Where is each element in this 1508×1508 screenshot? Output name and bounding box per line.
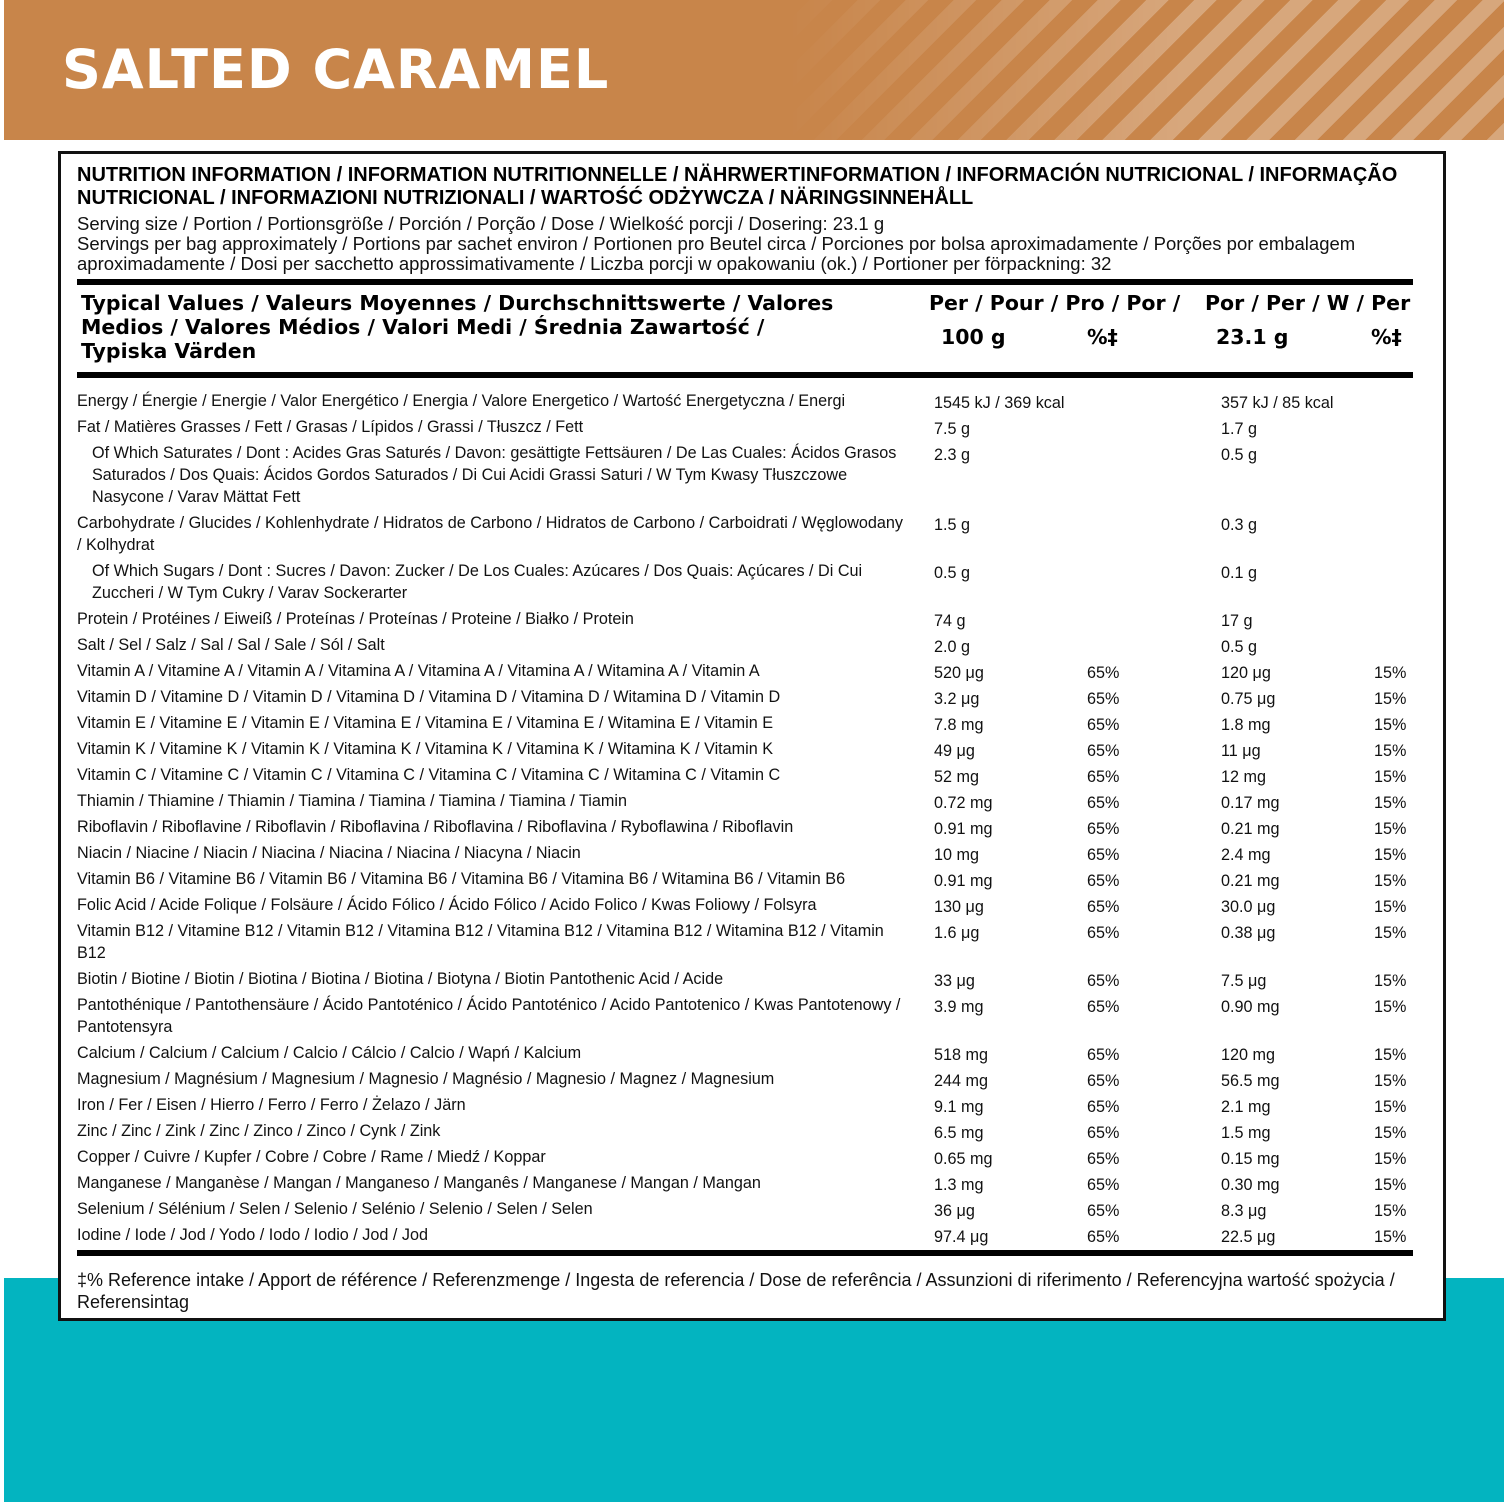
nutrient-name: Vitamin B12 / Vitamine B12 / Vitamin B12 / Vitamina B12 / Vitamina B12 / Vitamina B12 / Witamina B12 / Vitamin B12 (77, 922, 884, 962)
nutrient-name: Salt / Sel / Salz / Sal / Sal / Sale / Sól / Salt (77, 636, 385, 654)
ri-per-100g: 65% (1087, 846, 1120, 864)
value-per-100g: 97.4 μg (934, 1228, 989, 1246)
value-per-serving: 2.4 mg (1221, 846, 1271, 864)
value-per-100g: 7.8 mg (934, 716, 984, 734)
ri-per-serving: 15% (1374, 690, 1407, 708)
nutrient-row (77, 842, 1417, 864)
value-per-100g: 10 mg (934, 846, 979, 864)
value-per-serving: 17 g (1221, 612, 1253, 630)
ri-per-serving: 15% (1374, 1228, 1407, 1246)
ri-per-serving: 15% (1374, 794, 1407, 812)
value-per-100g: 0.72 mg (934, 794, 993, 812)
value-per-100g: 0.5 g (934, 564, 971, 582)
nutrient-row (77, 1120, 1417, 1142)
nutrient-name: Of Which Saturates / Dont : Acides Gras Saturés / Davon: gesättigte Fettsäuren / De Las Cuales: Ácidos Grasos Saturados / Dos Quais: Ácidos Gordos Saturados / Di Cui Acidi Grassi Saturi / W Tym Kwasy Tłuszczowe Nasycone / Varav Mättat Fett (92, 444, 897, 506)
ri-per-100g: 65% (1087, 872, 1120, 890)
nutrient-name: Vitamin D / Vitamine D / Vitamin D / Vitamina D / Vitamina D / Vitamina D / Witamina D / Vitamin D (77, 688, 781, 706)
nutrient-name: Copper / Cuivre / Kupfer / Cobre / Cobre / Rame / Miedź / Koppar (77, 1148, 546, 1166)
nutrient-row (77, 608, 1417, 630)
ri-per-serving: 15% (1374, 664, 1407, 682)
nutrient-row (77, 1094, 1417, 1116)
nutrient-row (77, 416, 1417, 438)
ri-per-100g: 65% (1087, 794, 1120, 812)
nutrient-name: Vitamin C / Vitamine C / Vitamin C / Vitamina C / Vitamina C / Vitamina C / Witamina C / Vitamin C (77, 766, 781, 784)
ri-per-100g: 65% (1087, 690, 1120, 708)
col-ri-serving: %‡ (1371, 325, 1402, 349)
ri-per-100g: 65% (1087, 768, 1120, 786)
ri-per-serving: 15% (1374, 768, 1407, 786)
ri-per-serving: 15% (1374, 872, 1407, 890)
nutrient-row (77, 994, 1417, 1038)
nutrient-name: Energy / Énergie / Energie / Valor Energético / Energia / Valore Energetico / Wartość Energetyczna / Energi (77, 392, 846, 410)
nutrient-row (77, 634, 1417, 656)
nutrient-row (77, 686, 1417, 708)
nutrient-name: Iodine / Iode / Jod / Yodo / Iodo / Iodio / Jod / Jod (77, 1226, 428, 1244)
divider-header (77, 372, 1413, 378)
nutrient-row (77, 390, 1417, 412)
value-per-serving: 2.1 mg (1221, 1098, 1271, 1116)
ri-per-100g: 65% (1087, 1202, 1120, 1220)
value-per-serving: 0.5 g (1221, 446, 1258, 464)
per-serving-heading: Por / Per / W / Per (1205, 291, 1411, 315)
nutrition-heading: NUTRITION INFORMATION / INFORMATION NUTRITIONNELLE / NÄHRWERTINFORMATION / INFORMACIÓN NUTRICIONAL / INFORMAÇÃO NUTRICIONAL / INFORMAZIONI NUTRIZIONALI / WARTOŚĆ ODŻYWCZA / NÄRINGSINNEHÅLL (77, 164, 1398, 209)
nutrient-name: Folic Acid / Acide Folique / Folsäure / Ácido Fólico / Ácido Fólico / Acido Folico / Kwas Foliowy / Folsyra (77, 896, 817, 914)
nutrient-name: Biotin / Biotine / Biotin / Biotina / Biotina / Biotina / Biotyna / Biotin Pantothenic Acid / Acide (77, 970, 724, 988)
nutrient-row (77, 560, 1417, 604)
value-per-serving: 0.21 mg (1221, 872, 1280, 890)
value-per-serving: 7.5 μg (1221, 972, 1267, 990)
nutrient-name: Vitamin E / Vitamine E / Vitamin E / Vitamina E / Vitamina E / Vitamina E / Witamina E / Vitamin E (77, 714, 774, 732)
ri-per-serving: 15% (1374, 898, 1407, 916)
ri-per-serving: 15% (1374, 924, 1407, 942)
ri-per-serving: 15% (1374, 742, 1407, 760)
value-per-serving: 1.8 mg (1221, 716, 1271, 734)
ri-per-100g: 65% (1087, 1124, 1120, 1142)
flavor-title: SALTED CARAMEL (62, 38, 610, 101)
nutrient-row (77, 1068, 1417, 1090)
value-per-100g: 1.3 mg (934, 1176, 984, 1194)
value-per-serving: 0.15 mg (1221, 1150, 1280, 1168)
nutrient-row (77, 894, 1417, 916)
nutrient-name: Of Which Sugars / Dont : Sucres / Davon: Zucker / De Los Cuales: Azúcares / Dos Quais: Açúcares / Di Cui Zuccheri / W Tym Cukry / Varav Sockerarter (92, 562, 863, 602)
nutrient-row (77, 512, 1417, 556)
value-per-100g: 49 μg (934, 742, 975, 760)
ri-per-100g: 65% (1087, 1228, 1120, 1246)
value-per-100g: 0.91 mg (934, 820, 993, 838)
value-per-serving: 357 kJ / 85 kcal (1221, 394, 1334, 412)
ri-per-serving: 15% (1374, 1098, 1407, 1116)
nutrient-name: Selenium / Sélénium / Selen / Selenio / Selénio / Selenio / Selen / Selen (77, 1200, 593, 1218)
nutrient-name: Calcium / Calcium / Calcium / Calcio / Cálcio / Calcio / Wapń / Kalcium (77, 1044, 582, 1062)
divider-top (77, 279, 1413, 285)
value-per-100g: 2.0 g (934, 638, 971, 656)
value-per-serving: 1.5 mg (1221, 1124, 1271, 1142)
value-per-serving: 1.7 g (1221, 420, 1258, 438)
nutrient-name: Iron / Fer / Eisen / Hierro / Ferro / Ferro / Żelazo / Järn (77, 1096, 466, 1114)
nutrient-row (77, 816, 1417, 838)
ri-per-100g: 65% (1087, 1098, 1120, 1116)
ri-per-serving: 15% (1374, 716, 1407, 734)
nutrient-row (77, 764, 1417, 786)
ri-per-100g: 65% (1087, 820, 1120, 838)
serving-info (77, 214, 1417, 274)
value-per-100g: 520 μg (934, 664, 984, 682)
nutrient-row (77, 1198, 1417, 1220)
value-per-100g: 244 mg (934, 1072, 988, 1090)
nutrient-row (77, 920, 1417, 964)
col-serving-weight: 23.1 g (1216, 325, 1289, 349)
nutrient-name: Fat / Matières Grasses / Fett / Grasas / Lípidos / Grassi / Tłuszcz / Fett (77, 418, 584, 436)
nutrient-row (77, 442, 1417, 508)
value-per-100g: 74 g (934, 612, 966, 630)
nutrient-name: Vitamin K / Vitamine K / Vitamin K / Vitamina K / Vitamina K / Vitamina K / Witamina K / Vitamin K (77, 740, 774, 758)
value-per-100g: 1.5 g (934, 516, 971, 534)
nutrient-name: Vitamin B6 / Vitamine B6 / Vitamin B6 / Vitamina B6 / Vitamina B6 / Vitamina B6 / Witamina B6 / Vitamin B6 (77, 870, 846, 888)
value-per-serving: 0.30 mg (1221, 1176, 1280, 1194)
nutrient-row (77, 968, 1417, 990)
typical-values-heading: Typical Values / Valeurs Moyennes / Durchschnittswerte / Valores Medios / Valores Médios / Valori Medi / Średnia Zawartość / Typiska Värden (81, 291, 834, 363)
per-100g-heading: Per / Pour / Pro / Por / (929, 291, 1181, 315)
ri-per-serving: 15% (1374, 998, 1407, 1016)
ri-per-100g: 65% (1087, 1150, 1120, 1168)
serving-size: Serving size / Portion / Portionsgröße / Porción / Porção / Dose / Wielkość porcji / Dosering: 23.1 g (77, 213, 885, 234)
ri-per-serving: 15% (1374, 1202, 1407, 1220)
value-per-100g: 0.91 mg (934, 872, 993, 890)
value-per-100g: 2.3 g (934, 446, 971, 464)
value-per-serving: 120 μg (1221, 664, 1271, 682)
col-100g: 100 g (941, 325, 1006, 349)
value-per-100g: 1545 kJ / 369 kcal (934, 394, 1065, 412)
nutrient-row (77, 790, 1417, 812)
nutrient-name: Manganese / Manganèse / Mangan / Manganeso / Manganês / Manganese / Mangan / Mangan (77, 1174, 761, 1192)
ri-per-100g: 65% (1087, 972, 1120, 990)
value-per-100g: 52 mg (934, 768, 979, 786)
nutrient-row (77, 660, 1417, 682)
nutrient-row (77, 712, 1417, 734)
servings-per-bag: Servings per bag approximately / Portions par sachet environ / Portionen pro Beutel circa / Porciones por bolsa aproximadamente / Porções por embalagem aproximadamente / Dosi per sacchetto approssimativamente / Liczba porcji w opakowaniu (ok.) / Portioner per förpackning: 32 (77, 233, 1356, 274)
value-per-serving: 22.5 μg (1221, 1228, 1276, 1246)
value-per-serving: 0.90 mg (1221, 998, 1280, 1016)
value-per-serving: 0.17 mg (1221, 794, 1280, 812)
ri-per-serving: 15% (1374, 972, 1407, 990)
ri-per-100g: 65% (1087, 1046, 1120, 1064)
divider-bottom (77, 1250, 1413, 1256)
value-per-serving: 120 mg (1221, 1046, 1275, 1064)
col-ri-100g: %‡ (1087, 325, 1118, 349)
value-per-100g: 130 μg (934, 898, 984, 916)
reference-intake-footnote: ‡% Reference intake / Apport de référence / Referenzmenge / Ingesta de referencia / Dose de referência / Assunzioni di riferimento / Referencyjna wartość spożycia / Referensintag (77, 1270, 1395, 1312)
value-per-serving: 0.21 mg (1221, 820, 1280, 838)
ri-per-serving: 15% (1374, 1124, 1407, 1142)
ri-per-100g: 65% (1087, 924, 1120, 942)
value-per-serving: 0.3 g (1221, 516, 1258, 534)
ri-per-serving: 15% (1374, 1150, 1407, 1168)
nutrient-row (77, 1146, 1417, 1168)
value-per-serving: 0.5 g (1221, 638, 1258, 656)
nutrient-name: Riboflavin / Riboflavine / Riboflavin / Riboflavina / Riboflavina / Riboflavina / Ryboflawina / Riboflavin (77, 818, 794, 836)
nutrient-row (77, 1042, 1417, 1064)
value-per-100g: 518 mg (934, 1046, 988, 1064)
nutrition-rows (77, 390, 1417, 1250)
nutrient-name: Zinc / Zinc / Zink / Zinc / Zinco / Zinco / Cynk / Zink (77, 1122, 441, 1140)
nutrient-name: Pantothénique / Pantothensäure / Ácido Pantoténico / Ácido Pantoténico / Acido Pantotenico / Kwas Pantotenowy / Pantotensyra (77, 996, 901, 1036)
value-per-100g: 1.6 μg (934, 924, 980, 942)
value-per-100g: 0.65 mg (934, 1150, 993, 1168)
nutrient-row (77, 868, 1417, 890)
nutrient-name: Thiamin / Thiamine / Thiamin / Tiamina / Tiamina / Tiamina / Tiamina / Tiamin (77, 792, 627, 810)
value-per-serving: 0.38 μg (1221, 924, 1276, 942)
nutrient-row (77, 1172, 1417, 1194)
ri-per-serving: 15% (1374, 1046, 1407, 1064)
nutrient-name: Magnesium / Magnésium / Magnesium / Magnesio / Magnésio / Magnesio / Magnez / Magnesium (77, 1070, 775, 1088)
ri-per-100g: 65% (1087, 998, 1120, 1016)
nutrient-row (77, 738, 1417, 760)
value-per-100g: 36 μg (934, 1202, 975, 1220)
ri-per-100g: 65% (1087, 1176, 1120, 1194)
flavor-banner (4, 0, 1504, 140)
ri-per-100g: 65% (1087, 1072, 1120, 1090)
value-per-100g: 9.1 mg (934, 1098, 984, 1116)
nutrient-name: Vitamin A / Vitamine A / Vitamin A / Vitamina A / Vitamina A / Vitamina A / Witamina A / Vitamin A (77, 662, 760, 680)
nutrient-name: Niacin / Niacine / Niacin / Niacina / Niacina / Niacina / Niacyna / Niacin (77, 844, 581, 862)
nutrition-panel (58, 151, 1446, 1321)
ri-per-100g: 65% (1087, 898, 1120, 916)
ri-per-100g: 65% (1087, 716, 1120, 734)
value-per-serving: 30.0 μg (1221, 898, 1276, 916)
value-per-100g: 7.5 g (934, 420, 971, 438)
ri-per-serving: 15% (1374, 1072, 1407, 1090)
ri-per-serving: 15% (1374, 820, 1407, 838)
value-per-100g: 3.9 mg (934, 998, 984, 1016)
value-per-serving: 0.1 g (1221, 564, 1258, 582)
value-per-serving: 8.3 μg (1221, 1202, 1267, 1220)
nutrient-name: Carbohydrate / Glucides / Kohlenhydrate / Hidratos de Carbono / Hidratos de Carbono / Carboidrati / Węglowodany / Kolhydrat (77, 514, 904, 554)
ri-per-100g: 65% (1087, 742, 1120, 760)
nutrient-name: Protein / Protéines / Eiweiß / Proteínas / Proteínas / Proteine / Białko / Protein (77, 610, 634, 628)
value-per-100g: 6.5 mg (934, 1124, 984, 1142)
value-per-serving: 56.5 mg (1221, 1072, 1280, 1090)
ri-per-serving: 15% (1374, 1176, 1407, 1194)
nutrient-row (77, 1224, 1417, 1246)
value-per-100g: 3.2 μg (934, 690, 980, 708)
ri-per-100g: 65% (1087, 664, 1120, 682)
ri-per-serving: 15% (1374, 846, 1407, 864)
value-per-100g: 33 μg (934, 972, 975, 990)
value-per-serving: 12 mg (1221, 768, 1266, 786)
value-per-serving: 0.75 μg (1221, 690, 1276, 708)
value-per-serving: 11 μg (1221, 742, 1261, 760)
banner-stripes (784, 0, 1504, 140)
